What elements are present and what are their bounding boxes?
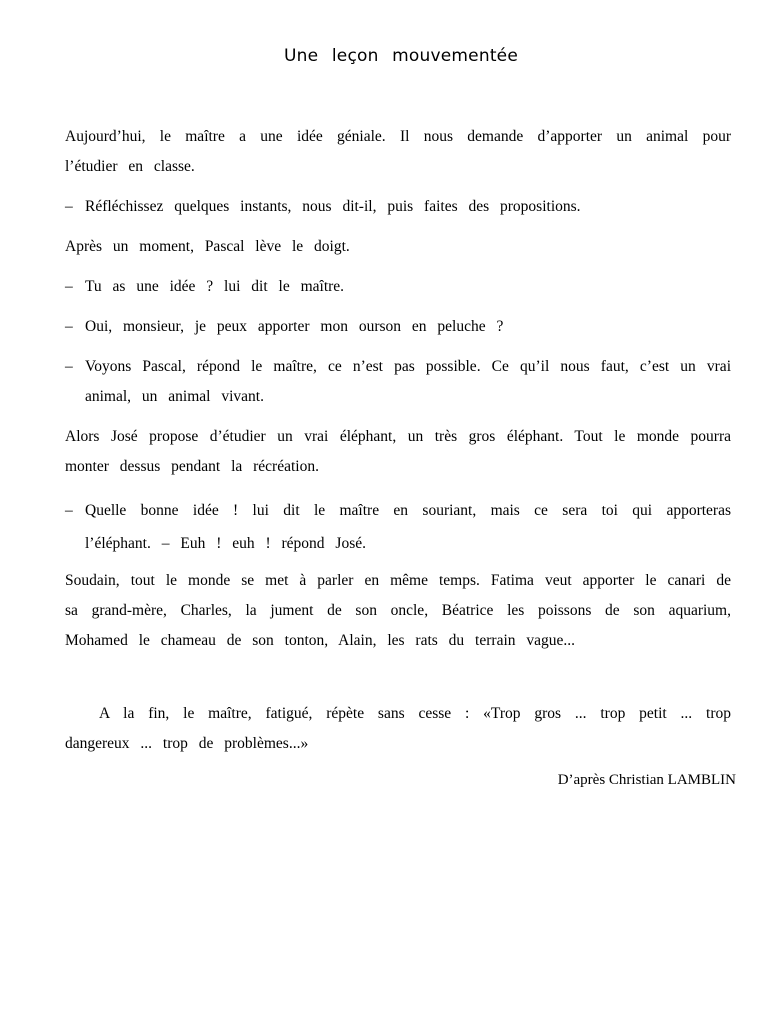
dialogue-dash: – [65,278,73,295]
paragraph: Aujourd’hui, le maître a une idée géniale. Il nous demande d’apporter un animal pour l’étudier en classe. [65,128,731,175]
dialogue-text: Tu as une idée ? lui dit le maître. [85,278,345,295]
dialogue-text: Quelle bonne idée ! lui dit le maître en souriant, mais ce sera toi qui apporteras l’éléphant. – Euh ! euh ! répond José. [85,502,731,552]
dialogue-dash: – [65,358,73,375]
dialogue-line [65,272,731,302]
dialogue-text: Voyons Pascal, répond le maître, ce n’est pas possible. Ce qu’il nous faut, c’est un vrai animal, un animal vivant. [85,358,731,405]
dialogue-dash: – [65,318,73,335]
dialogue-dash: – [65,502,73,519]
dialogue-dash: – [65,198,73,215]
paragraph: Après un moment, Pascal lève le doigt. [65,238,350,255]
dialogue-line [65,192,731,222]
paragraph: Alors José propose d’étudier un vrai éléphant, un très gros éléphant. Tout le monde pourra monter dessus pendant la récréation. [65,428,731,475]
paragraph: Soudain, tout le monde se met à parler en même temps. Fatima veut apporter le canari de sa grand-mère, Charles, la jument de son oncle, Béatrice les poissons de son aquarium, Mohamed le chameau de son tonton, Alain, les rats du terrain vague... [65,572,731,649]
dialogue-text: Réfléchissez quelques instants, nous dit-il, puis faites des propositions. [85,198,581,215]
page-title: Une leçon mouvementée [283,46,519,66]
dialogue-line [65,494,731,560]
dialogue-line [65,352,731,412]
dialogue-text: Oui, monsieur, je peux apporter mon ourson en peluche ? [85,318,504,335]
source-attribution: D’après Christian LAMBLIN [557,772,736,788]
paragraph: A la fin, le maître, fatigué, répète sans cesse : «Trop gros ... trop petit ... trop dangereux ... trop de problèmes...» [65,705,731,752]
dialogue-line [65,312,731,342]
